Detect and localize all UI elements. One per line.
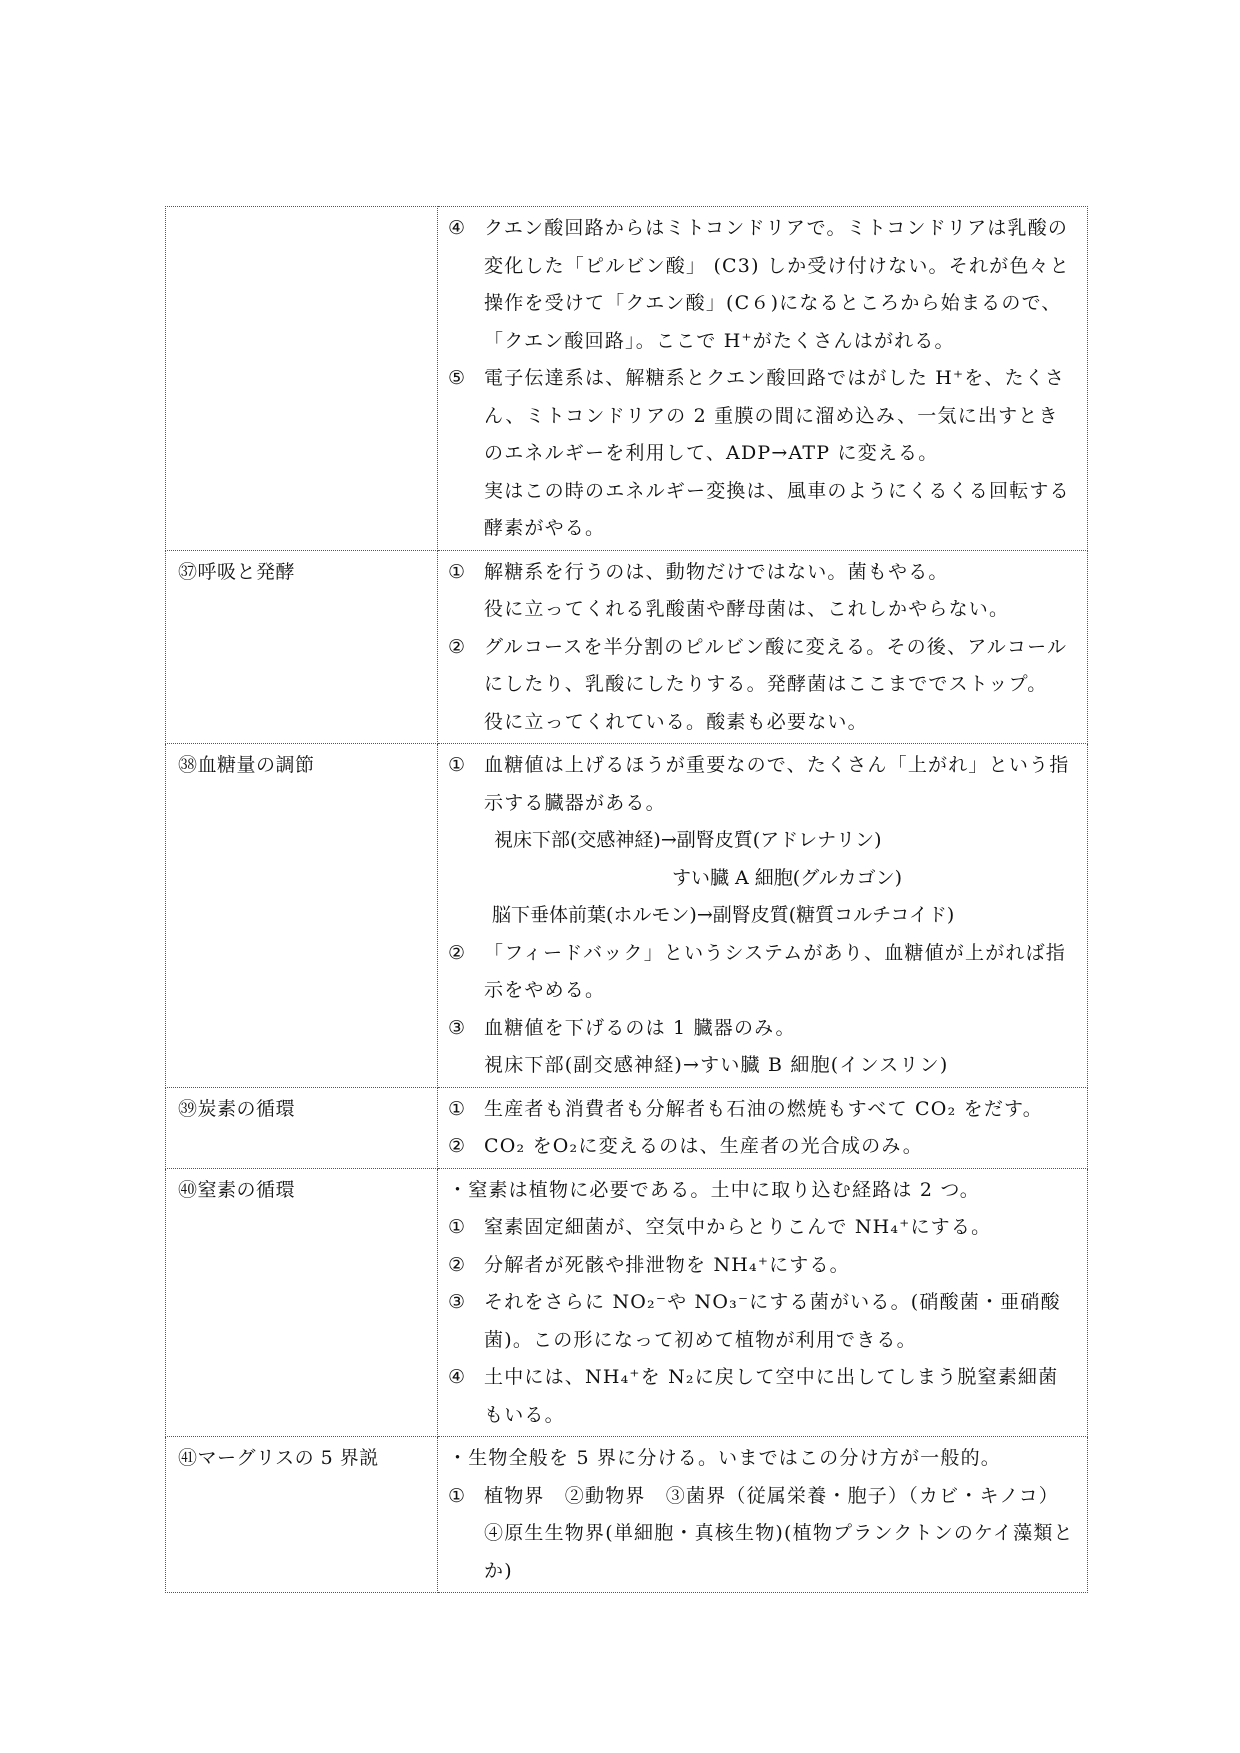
pathway-line: すい臓 A 細胞(グルカゴン) [672, 866, 903, 889]
content-cell [438, 207, 1088, 551]
item-text: 「フィードバック」というシステムがあり、血糖値が上がれば指示をやめる。 [484, 941, 1067, 1001]
list-item [448, 1010, 1077, 1048]
content-cell [438, 550, 1088, 744]
item-number: ② [448, 941, 466, 964]
item-number: ② [448, 635, 466, 658]
content-cell [438, 1087, 1088, 1168]
item-text: 植物界 ②動物界 ③菌界（従属栄養・胞子）（カビ・キノコ）④原生生物界(単細胞・真核生物)(植物プランクトンのケイ藻類とか) [484, 1484, 1074, 1582]
list-item [448, 210, 1077, 360]
item-text: それをさらに NO₂⁻や NO₃⁻にする菌がいる。(硝酸菌・亜硝酸菌)。この形になって初めて植物が利用できる。 [484, 1291, 1061, 1351]
item-number: ① [448, 1216, 466, 1238]
list-item [448, 1091, 1077, 1129]
list-item [448, 554, 1077, 592]
item-text: 土中には、NH₄⁺を N₂に戻して空中に出してしまう脱窒素細菌もいる。 [484, 1366, 1059, 1426]
item-text: 窒素固定細菌が、空気中からとりこんで NH₄⁺にする。 [484, 1216, 992, 1238]
list-item [448, 1359, 1077, 1434]
bullet-text: ・生物全般を 5 界に分ける。いまではこの分け方が一般的。 [448, 1447, 1001, 1469]
list-item [448, 1128, 1077, 1166]
list-item [448, 1247, 1077, 1285]
item-number: ③ [448, 1016, 466, 1039]
item-number: ③ [448, 1291, 466, 1313]
table-row [166, 1437, 1088, 1593]
item-number: ① [448, 1484, 466, 1507]
item-number: ① [448, 754, 466, 776]
table-row [166, 1168, 1088, 1437]
continuation-text: 役に立ってくれる乳酸菌や酵母菌は、これしかやらない。 [484, 598, 1010, 620]
list-item [448, 360, 1077, 473]
content-cell [438, 744, 1088, 1088]
list-item [448, 1478, 1077, 1591]
item-number: ② [448, 1253, 466, 1276]
list-item [448, 629, 1077, 704]
continuation-text: 視床下部(副交感神経)→すい臓 B 細胞(インスリン) [484, 1054, 949, 1076]
list-item [448, 747, 1077, 822]
item-number: ① [448, 1097, 466, 1120]
list-item [448, 935, 1077, 1010]
pathway-line: 視床下部(交感神経)→副腎皮質(アドレナリン) [494, 829, 882, 851]
item-number: ① [448, 560, 466, 583]
continuation-text: 役に立ってくれている。酸素も必要ない。 [484, 710, 868, 733]
topic-cell: ㊶マーグリスの 5 界説 [166, 1437, 438, 1593]
item-text: グルコースを半分割のピルビン酸に変える。その後、アルコールにしたり、乳酸にしたりする。発酵菌はここまででストップ。 [484, 635, 1068, 695]
item-text: 電子伝達系は、解糖系とクエン酸回路ではがした H⁺を、たくさん、ミトコンドリアの 2 重膜の間に溜め込み、一気に出すときのエネルギーを利用して、ADP→ATP に変える。 [484, 367, 1066, 464]
item-text: 分解者が死骸や排泄物を NH₄⁺にする。 [484, 1253, 850, 1276]
content-cell [438, 1437, 1088, 1593]
table-row [166, 207, 1088, 551]
item-text: 血糖値は上げるほうが重要なので、たくさん「上がれ」という指示する臓器がある。 [484, 754, 1070, 814]
item-number: ④ [448, 1366, 466, 1388]
item-text: 解糖系を行うのは、動物だけではない。菌もやる。 [484, 560, 949, 583]
topic-cell: ㊲呼吸と発酵 [166, 550, 438, 744]
pathway-line: 脳下垂体前葉(ホルモン)→副腎皮質(糖質コルチコイド) [492, 904, 955, 926]
table-row [166, 550, 1088, 744]
table-row [166, 1087, 1088, 1168]
list-item [448, 1284, 1077, 1359]
item-text: クエン酸回路からはミトコンドリアで。ミトコンドリアは乳酸の変化した「ピルビン酸」 (C3) しか受け付けない。それが色々と操作を受けて「クエン酸」(C６)になるところから始まるので、「クエン酸回路」。ここで H⁺がたくさんはがれる。 [484, 217, 1070, 352]
topic-cell: ㊴炭素の循環 [166, 1087, 438, 1168]
notes-table [165, 206, 1088, 1593]
continuation-text: 実はこの時のエネルギー変換は、風車のようにくるくる回転する酵素がやる。 [484, 479, 1070, 539]
item-number: ④ [448, 217, 466, 239]
item-text: 血糖値を下げるのは 1 臓器のみ。 [484, 1016, 796, 1039]
table-row [166, 744, 1088, 1088]
topic-cell: ㊵窒素の循環 [166, 1168, 438, 1437]
content-cell [438, 1168, 1088, 1437]
item-number: ② [448, 1135, 466, 1157]
topic-cell [166, 207, 438, 551]
topic-cell: ㊳血糖量の調節 [166, 744, 438, 1088]
bullet-text: ・窒素は植物に必要である。土中に取り込む経路は 2 つ。 [448, 1178, 981, 1201]
item-text: 生産者も消費者も分解者も石油の燃焼もすべて CO₂ をだす。 [484, 1097, 1043, 1120]
item-text: CO₂ をO₂に変えるのは、生産者の光合成のみ。 [484, 1135, 923, 1157]
item-number: ⑤ [448, 367, 466, 389]
list-item [448, 1209, 1077, 1247]
